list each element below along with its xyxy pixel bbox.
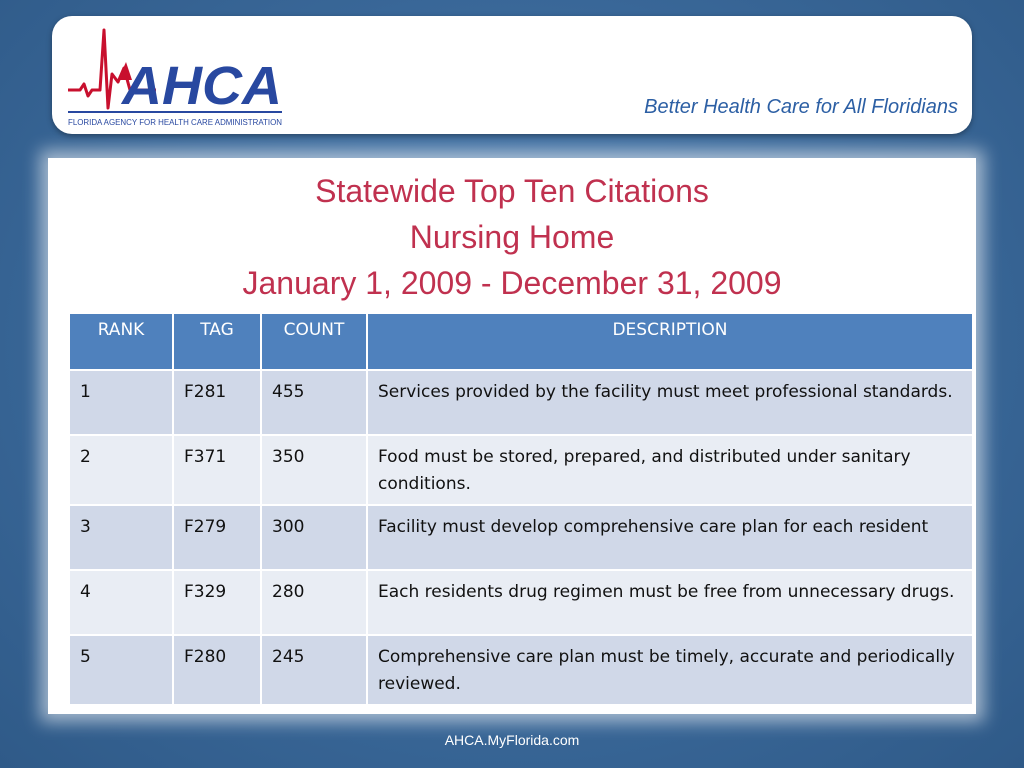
ahca-logo — [66, 22, 286, 128]
table-row — [69, 505, 973, 570]
table-row — [69, 370, 973, 435]
column-header-count: COUNT — [261, 313, 367, 370]
tag-cell: F371 — [173, 435, 261, 505]
footer-url[interactable]: AHCA.MyFlorida.com — [444, 732, 580, 748]
column-header-description: DESCRIPTION — [367, 313, 973, 370]
slide-content — [48, 158, 976, 714]
count-cell: 350 — [261, 435, 367, 505]
tag-cell: F280 — [173, 635, 261, 705]
count-cell: 245 — [261, 635, 367, 705]
header-banner — [52, 16, 972, 134]
description-cell: Facility must develop comprehensive care plan for each resident — [367, 505, 973, 570]
column-header-tag: TAG — [173, 313, 261, 370]
table-row — [69, 635, 973, 705]
title-line: Statewide Top Ten Citations — [315, 173, 709, 209]
rank-cell: 1 — [69, 370, 173, 435]
logo-text: AHCA — [119, 56, 282, 116]
description-cell: Comprehensive care plan must be timely, accurate and periodically reviewed. — [367, 635, 973, 705]
count-cell: 300 — [261, 505, 367, 570]
tagline: Better Health Care for All Floridians — [644, 96, 958, 118]
tag-cell: F329 — [173, 570, 261, 635]
table-header-row — [69, 313, 973, 370]
count-cell: 455 — [261, 370, 367, 435]
subtitle-line: Nursing Home — [409, 219, 615, 255]
rank-cell: 2 — [69, 435, 173, 505]
slide-title — [48, 168, 976, 306]
tag-cell: F281 — [173, 370, 261, 435]
rank-cell: 5 — [69, 635, 173, 705]
logo-subtitle: FLORIDA AGENCY FOR HEALTH CARE ADMINISTRATION — [68, 118, 283, 127]
description-cell: Food must be stored, prepared, and distributed under sanitary conditions. — [367, 435, 973, 505]
table-row — [69, 435, 973, 505]
column-header-rank: RANK — [69, 313, 173, 370]
tag-cell: F279 — [173, 505, 261, 570]
table-row — [69, 570, 973, 635]
count-cell: 280 — [261, 570, 367, 635]
description-cell: Each residents drug regimen must be free from unnecessary drugs. — [367, 570, 973, 635]
date-range-line: January 1, 2009 - December 31, 2009 — [242, 265, 782, 301]
rank-cell: 3 — [69, 505, 173, 570]
citations-table — [68, 312, 974, 706]
rank-cell: 4 — [69, 570, 173, 635]
description-cell: Services provided by the facility must meet professional standards. — [367, 370, 973, 435]
